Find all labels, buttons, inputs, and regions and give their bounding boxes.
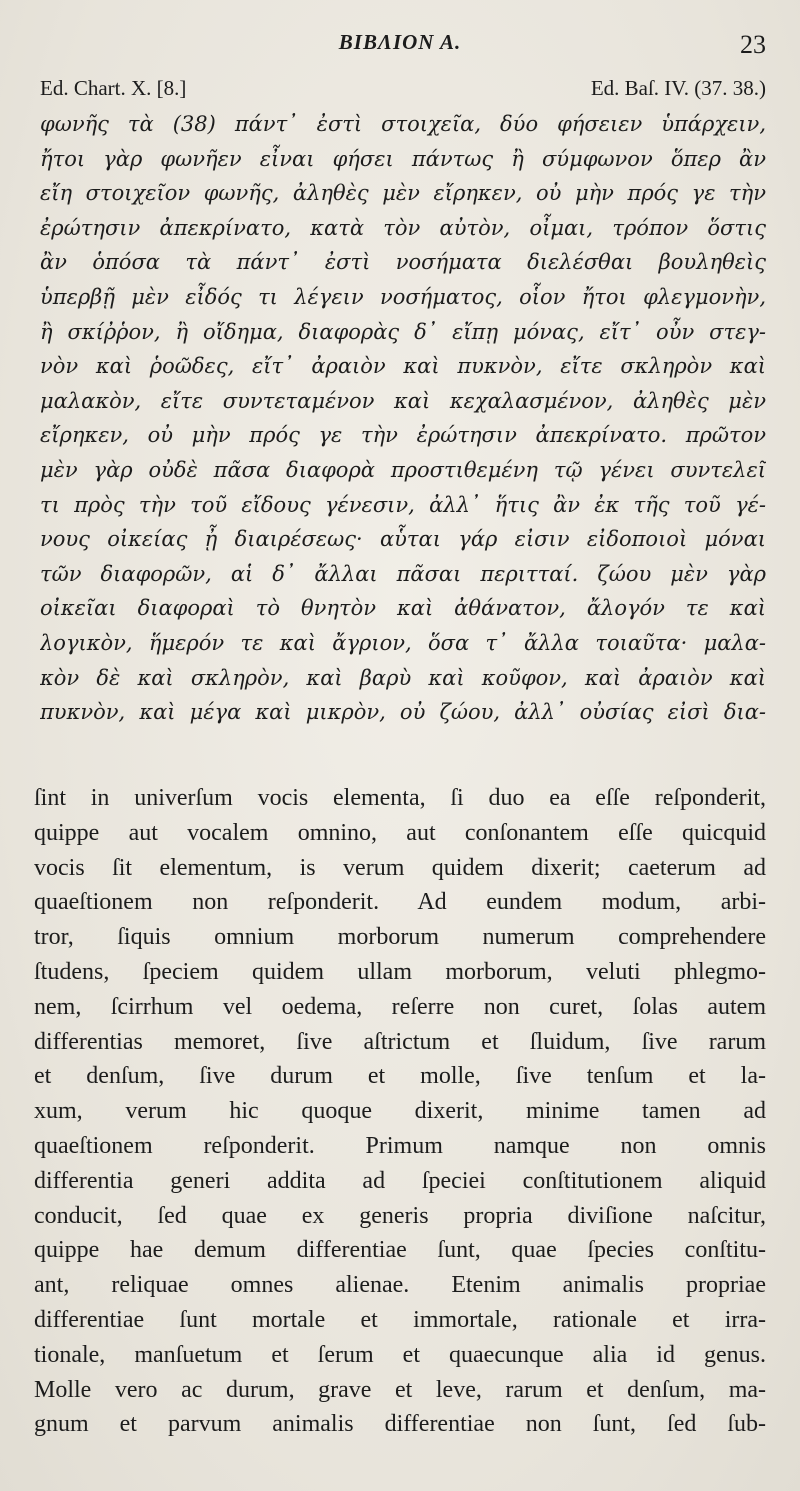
greek-line: ἢ σκίῤῥον, ἢ οἴδημα, διαφορὰς δ᾿ εἴπῃ μόνας, εἴτ᾿ οὖν στεγ- <box>40 319 766 344</box>
latin-line: ſtudens, ſpeciem quidem ullam morborum, veluti phlegmo- <box>34 958 766 985</box>
greek-line: ὑπερβῇ μὲν εἶδός τι λέγειν νοσήματος, οἷον ἤτοι φλεγμονὴν, <box>40 284 766 309</box>
greek-line: ἐρώτησιν ἀπεκρίνατο, κατὰ τὸν αὐτὸν, οἶμαι, τρόπον ὅστις <box>40 215 766 240</box>
latin-line: tionale, manſuetum et ſerum et quaecunque alia id genus. <box>34 1341 766 1368</box>
latin-line: quippe hae demum differentiae ſunt, quae ſpecies conſtitu- <box>34 1237 766 1264</box>
latin-line: Molle vero ac durum, grave et leve, rarum et denſum, ma- <box>34 1376 766 1403</box>
latin-line: quaeſtionem non reſponderit. Ad eundem modum, arbi- <box>34 889 766 916</box>
greek-line: εἴρηκεν, οὐ μὴν πρός γε τὴν ἐρώτησιν ἀπεκρίνατο. πρῶτον <box>40 423 766 448</box>
latin-line: xum, verum hic quoque dixerit, minime tamen ad <box>34 1098 766 1125</box>
edition-reference-row <box>40 76 766 104</box>
greek-line: μὲν γὰρ οὐδὲ πᾶσα διαφορὰ προστιθεμένη τῷ γένει συντελεῖ <box>40 457 766 482</box>
greek-line: οἰκεῖαι διαφοραὶ τὸ θνητὸν καὶ ἀθάνατον, ἄλογόν τε καὶ <box>40 596 766 621</box>
greek-line: πυκνὸν, καὶ μέγα καὶ μικρὸν, οὐ ζώου, ἀλλ᾿ οὐσίας εἰσὶ δια- <box>40 700 766 725</box>
greek-line: κὸν δὲ καὶ σκληρὸν, καὶ βαρὺ καὶ κοῦφον, καὶ ἀραιὸν καὶ <box>40 665 766 690</box>
greek-text-block <box>40 107 766 730</box>
latin-line: conducit, ſed quae ex generis propria diviſione naſcitur, <box>34 1202 766 1229</box>
latin-line: tror, ſiquis omnium morborum numerum comprehendere <box>34 924 766 951</box>
greek-line: τι πρὸς τὴν τοῦ εἴδους γένεσιν, ἀλλ᾿ ἥτις ἂν ἐκ τῆς τοῦ γέ- <box>40 492 766 517</box>
page-number: 23 <box>740 30 766 59</box>
running-title: ΒΙΒΛΙΟΝ Α. <box>338 30 462 54</box>
greek-line: νους οἰκείας ᾖ διαιρέσεως· αὗται γάρ εἰσιν εἰδοποιοὶ μόναι <box>40 527 766 552</box>
latin-line: vocis ſit elementum, is verum quidem dixerit; caeterum ad <box>34 854 766 881</box>
greek-line: τῶν διαφορῶν, αἱ δ᾿ ἄλλαι πᾶσαι περιτταί. ζώου μὲν γὰρ <box>40 561 766 586</box>
greek-line: φωνῆς τὰ (38) πάντ᾿ ἐστὶ στοιχεῖα, δύο φήσειεν ὑπάρχειν, <box>40 112 766 136</box>
greek-line: λογικὸν, ἥμερόν τε καὶ ἄγριον, ὅσα τ᾿ ἄλλα τοιαῦτα· μαλα- <box>40 630 766 655</box>
greek-line: νὸν καὶ ῥοῶδες, εἴτ᾿ ἀραιὸν καὶ πυκνὸν, εἴτε σκληρὸν καὶ <box>40 354 766 379</box>
latin-line: differentiae ſunt mortale et immortale, rationale et irra- <box>34 1306 766 1333</box>
latin-line: ant, reliquae omnes alienae. Etenim animalis propriae <box>34 1272 766 1299</box>
greek-line: ἤτοι γὰρ φωνῆεν εἶναι φήσει πάντως ἢ σύμφωνον ὅπερ ἂν <box>40 146 766 171</box>
latin-line: gnum et parvum animalis differentiae non ſunt, ſed ſub- <box>34 1411 766 1438</box>
latin-line: quippe aut vocalem omnino, aut conſonantem eſſe quicquid <box>34 819 766 846</box>
latin-text-block <box>34 781 766 1442</box>
greek-line: εἴη στοιχεῖον φωνῆς, ἀληθὲς μὲν εἴρηκεν, οὐ μὴν πρός γε τὴν <box>40 181 766 206</box>
latin-line: quaeſtionem reſponderit. Primum namque non omnis <box>34 1132 766 1159</box>
latin-line: ſint in univerſum vocis elementa, ſi duo ea eſſe reſponderit, <box>34 785 766 811</box>
greek-line: μαλακὸν, εἴτε συντεταμένον καὶ κεχαλασμένον, ἀληθὲς μὲν <box>40 388 766 413</box>
latin-line: et denſum, ſive durum et molle, ſive tenſum et la- <box>34 1063 766 1090</box>
latin-line: differentia generi addita ad ſpeciei conſtitutionem aliquid <box>34 1167 766 1194</box>
greek-line: ἂν ὁπόσα τὰ πάντ᾿ ἐστὶ νοσήματα διελέσθαι βουληθεὶς <box>40 250 766 275</box>
latin-line: differentias memoret, ſive aſtrictum et ſluidum, ſive rarum <box>34 1028 766 1055</box>
latin-line: nem, ſcirrhum vel oedema, reſerre non curet, ſolas autem <box>34 993 766 1020</box>
edition-reference-chartier: Ed. Chart. X. [8.] <box>40 76 187 100</box>
edition-reference-basel: Ed. Baſ. IV. (37. 38.) <box>590 76 766 100</box>
